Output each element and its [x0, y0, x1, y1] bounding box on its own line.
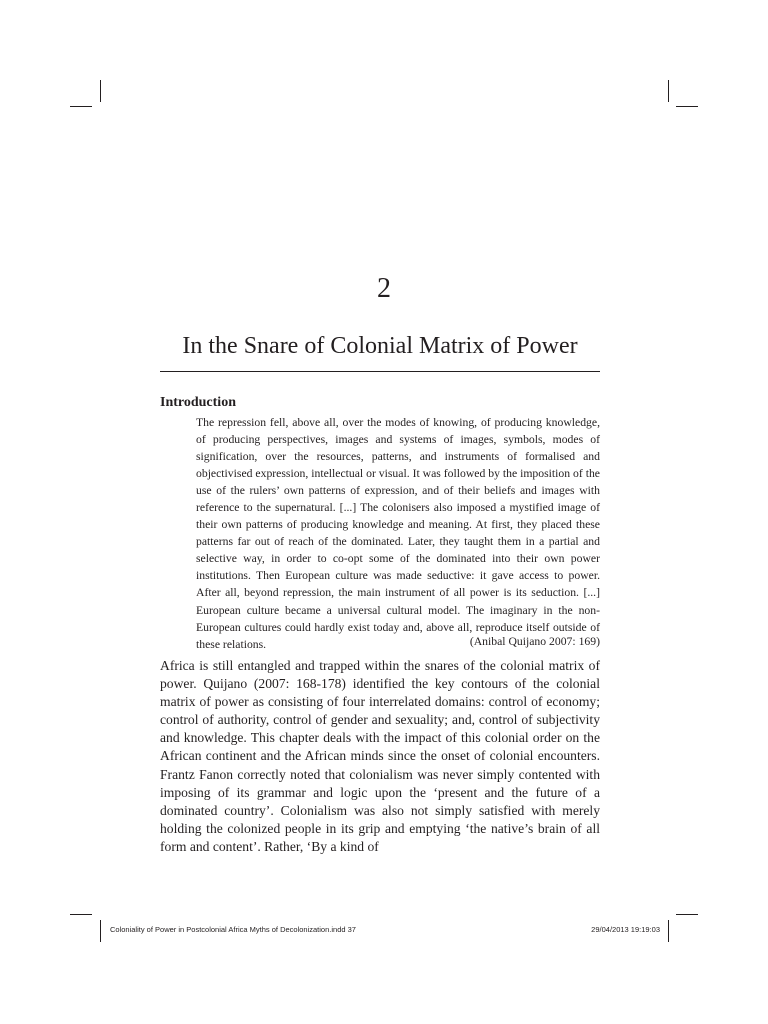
crop-mark-bottom-right-horizontal	[676, 914, 698, 915]
crop-mark-top-left-vertical	[100, 80, 101, 102]
title-rule	[160, 371, 600, 372]
slug-filename: Coloniality of Power in Postcolonial Africa Myths of Decolonization.indd 37	[110, 925, 356, 934]
chapter-number: 2	[377, 273, 391, 304]
crop-mark-bottom-left-vertical	[100, 920, 101, 942]
crop-mark-bottom-right-vertical	[668, 920, 669, 942]
slug-datetime: 29/04/2013 19:19:03	[591, 925, 660, 934]
crop-mark-bottom-left-horizontal	[70, 914, 92, 915]
chapter-title: In the Snare of Colonial Matrix of Power	[182, 333, 578, 359]
crop-mark-top-right-vertical	[668, 80, 669, 102]
epigraph-citation: (Anibal Quijano 2007: 169)	[469, 635, 600, 648]
crop-mark-top-right-horizontal	[676, 106, 698, 107]
crop-mark-top-left-horizontal	[70, 106, 92, 107]
epigraph-quote: The repression fell, above all, over the modes of knowing, of producing knowledge, of producing perspectives, images and systems of images, symbols, modes of signification, over the resources, patterns, and instruments of formalised and objectivised expression, intellectual or visual. It was followed by the imposition of the use of the rulers’ own patterns of expression, and of their beliefs and images with reference to the supernatural. [...] The colonisers also imposed a mystified image of their own patterns of producing knowledge and meaning. At first, they placed these patterns far out of reach of the dominated. Later, they taught them in a partial and selective way, in order to co-opt some of the dominated into their own power institutions. Then European culture was made seductive: it gave access to power. After all, beyond repression, the main instrument of all power is its seduction. [...] European culture became a universal cultural model. The imaginary in the non-European cultures could hardly exist today and, above all, reproduce itself outside of these relations.	[196, 416, 600, 651]
body-paragraph: Africa is still entangled and trapped within the snares of the colonial matrix of power. Quijano (2007: 168-178) identified the key contours of the colonial matrix of power as consisting of four interrelated domains: control of economy; control of authority, control of gender and sexuality; and, control of subjectivity and knowledge. This chapter deals with the impact of this colonial order on the African continent and the African minds since the onset of colonial encounters. Frantz Fanon correctly noted that colonialism was never simply contented with imposing of its grammar and logic upon the ‘present and the future of a dominated country’. Colonialism was also not simply satisfied with merely holding the colonized people in its grip and emptying ‘the native’s brain of all form and content’. Rather, ‘By a kind of	[160, 658, 600, 854]
section-heading: Introduction	[160, 395, 236, 410]
